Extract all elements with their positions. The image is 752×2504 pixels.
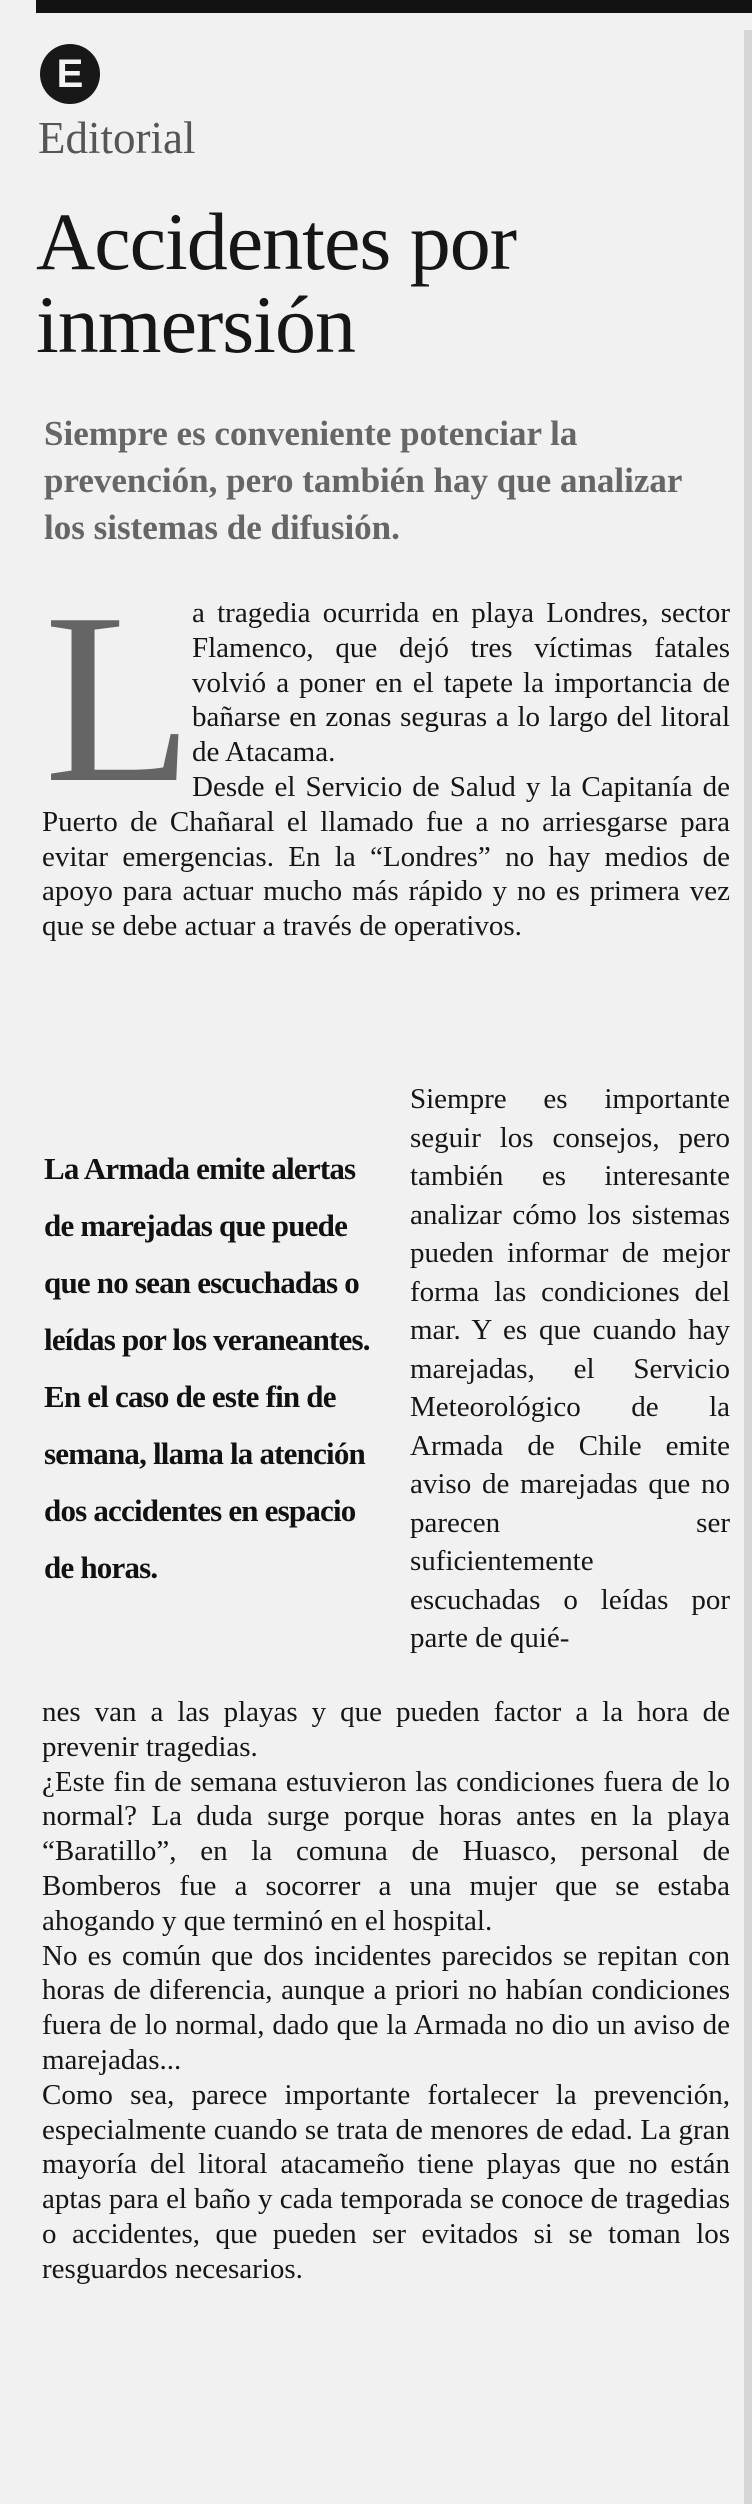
headline: Accidentes por inmersión bbox=[36, 196, 517, 370]
article-right-column bbox=[410, 1080, 730, 1658]
paragraph-3: Siempre es importante seguir los consejos, pero también es interesante analizar cómo los sistemas pueden informar de mejor forma las condiciones del mar. Y es que cuando hay marejadas, el Servicio Meteorológico de la Armada de Chile emite aviso de marejadas que no parecen ser suficientemente escuchadas o leídas por parte de quié- bbox=[410, 1083, 730, 1654]
drop-cap: L bbox=[44, 563, 194, 833]
paragraph-4: ¿Este fin de semana estuvieron las condiciones fuera de lo normal? La duda surge porque horas antes en la playa “Baratillo”, en la comuna de Huasco, personal de Bomberos fue a socorrer a una mujer que se estaba ahogando y que terminó en el hospital. bbox=[42, 1765, 730, 1937]
deck-subtitle: Siempre es conveniente potenciar la prevención, pero también hay que analizar los sistemas de difusión. bbox=[44, 414, 682, 547]
paragraph-5: No es común que dos incidentes parecidos se repitan con horas de diferencia, aunque a priori no habían condiciones fuera de lo normal, dado que la Armada no dio un aviso de marejadas... bbox=[42, 1939, 730, 2076]
article-intro bbox=[42, 596, 730, 944]
section-badge: E bbox=[40, 44, 100, 104]
paragraph-3-continued: nes van a las playas y que pueden factor a la hora de prevenir tragedias. bbox=[42, 1696, 730, 1763]
page-edge bbox=[744, 30, 752, 2504]
section-label: Editorial bbox=[38, 113, 196, 163]
paragraph-2: Desde el Servicio de Salud y la Capitanía de Puerto de Chañaral el llamado fue a no arriesgarse para evitar emergencias. En la “Londres” no hay medios de apoyo para actuar mucho más rápido y no es primera vez que se debe actuar a través de operativos. bbox=[42, 770, 730, 943]
paragraph-6: Como sea, parece importante fortalecer la prevención, especialmente cuando se trata de menores de edad. La gran mayoría del litoral atacameño tiene playas que no están aptas para el baño y cada temporada se conoce de tragedias o accidentes, que pueden ser evitados si se toman los resguardos necesarios. bbox=[42, 2078, 730, 2285]
lead-paragraph: a tragedia ocurrida en playa Londres, sector Flamenco, que dejó tres víctimas fatales volvió a poner en el tapete la importancia de bañarse en zonas seguras a lo largo del litoral de Atacama. bbox=[192, 597, 730, 769]
article-continued bbox=[42, 1695, 730, 2287]
pull-quote: La Armada emite alertas de marejadas que puede que no sean escuchadas o leídas por los veraneantes. En el caso de este fin de semana, llama la atención dos accidentes en espacio de horas. bbox=[44, 1151, 370, 1585]
top-rule bbox=[36, 0, 752, 13]
